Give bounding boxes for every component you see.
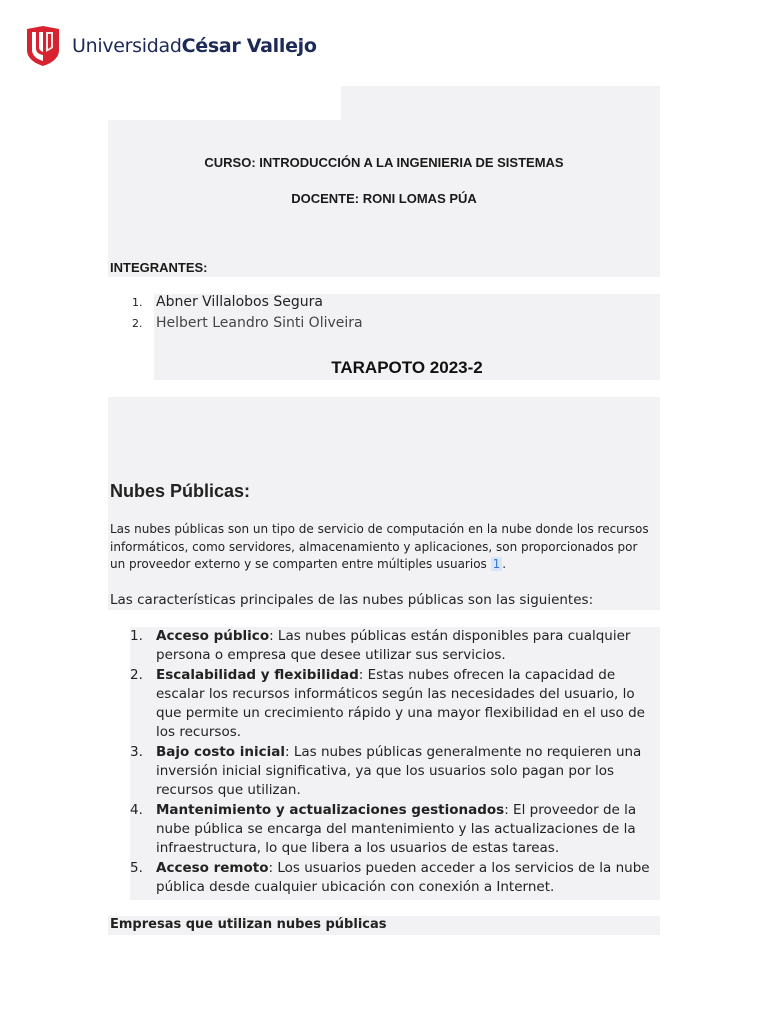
- list-number: 4.: [130, 801, 143, 818]
- list-item: [132, 294, 652, 315]
- feature-term: Mantenimiento y actualizaciones gestionados: [156, 801, 505, 818]
- list-number: 1.: [132, 296, 143, 309]
- list-number: 3.: [130, 743, 143, 760]
- member-name: Helbert Leandro Sinti Oliveira: [156, 315, 363, 331]
- city-year: TARAPOTO 2023-2: [331, 358, 483, 377]
- feature-desc: : Las nubes públicas están disponibles para cualquier persona o empresa que desee utilizar sus servicios.: [156, 628, 631, 664]
- intro-end: .: [502, 557, 507, 571]
- list-item: [130, 666, 658, 743]
- feature-term: Acceso remoto: [156, 859, 269, 876]
- members-heading: INTEGRANTES:: [110, 260, 208, 275]
- citation-link[interactable]: 1: [492, 557, 501, 571]
- list-item: [130, 859, 658, 898]
- section-title: Nubes Públicas:: [110, 481, 251, 501]
- feature-desc: : Estas nubes ofrecen la capacidad de escalar los recursos informáticos según las necesidades del usuario, lo que permite un crecimiento rápido y una mayor flexibilidad en el uso de los recursos.: [156, 666, 645, 741]
- university-name: [72, 35, 317, 57]
- lead-sentence: Las características principales de las nubes públicas son las siguientes:: [110, 592, 594, 608]
- shade-block: [341, 86, 660, 120]
- intro-text: Las nubes públicas son un tipo de servicio de computación en la nube donde los recursos informáticos, como servidores, almacenamiento y aplicaciones, son proporcionados por un proveedor externo y se comparten entre múltiples usuarios: [110, 522, 649, 571]
- feature-desc: : El proveedor de la nube pública se encarga del mantenimiento y las actualizaciones de la infraestructura, lo que libera a los usuarios de estas tareas.: [156, 801, 637, 857]
- teacher-name: DOCENTE: RONI LOMAS PÚA: [291, 191, 477, 206]
- feature-term: Bajo costo inicial: [156, 743, 285, 760]
- list-number: 1.: [130, 628, 143, 644]
- ucv-shield-icon: [26, 26, 60, 66]
- intro-paragraph: [110, 521, 655, 574]
- course-title: CURSO: INTRODUCCIÓN A LA INGENIERIA DE SISTEMAS: [204, 155, 564, 170]
- list-item: [132, 315, 652, 336]
- feature-term: Acceso público: [156, 628, 270, 644]
- subheading: Empresas que utilizan nubes públicas: [110, 917, 387, 932]
- logo-word-universidad: Universidad: [72, 35, 182, 57]
- feature-desc: : Los usuarios pueden acceder a los servicios de la nube pública desde cualquier ubicación con conexión a Internet.: [156, 859, 650, 895]
- university-logo: [26, 26, 317, 66]
- feature-term: Escalabilidad y flexibilidad: [156, 666, 359, 683]
- feature-desc: : Las nubes públicas generalmente no requieren una inversión inicial significativa, ya que los usuarios solo pagan por los recursos que utilizan.: [156, 743, 642, 799]
- shade-block: [108, 397, 660, 610]
- members-list: [132, 294, 652, 336]
- logo-word-cesar-vallejo: César Vallejo: [181, 35, 317, 57]
- features-list: [130, 627, 658, 897]
- list-number: 5.: [130, 859, 143, 876]
- member-name: Abner Villalobos Segura: [156, 294, 323, 310]
- list-number: 2.: [132, 317, 143, 330]
- list-item: [130, 743, 658, 801]
- list-item: [130, 801, 658, 859]
- list-item: [130, 627, 658, 666]
- list-number: 2.: [130, 666, 143, 683]
